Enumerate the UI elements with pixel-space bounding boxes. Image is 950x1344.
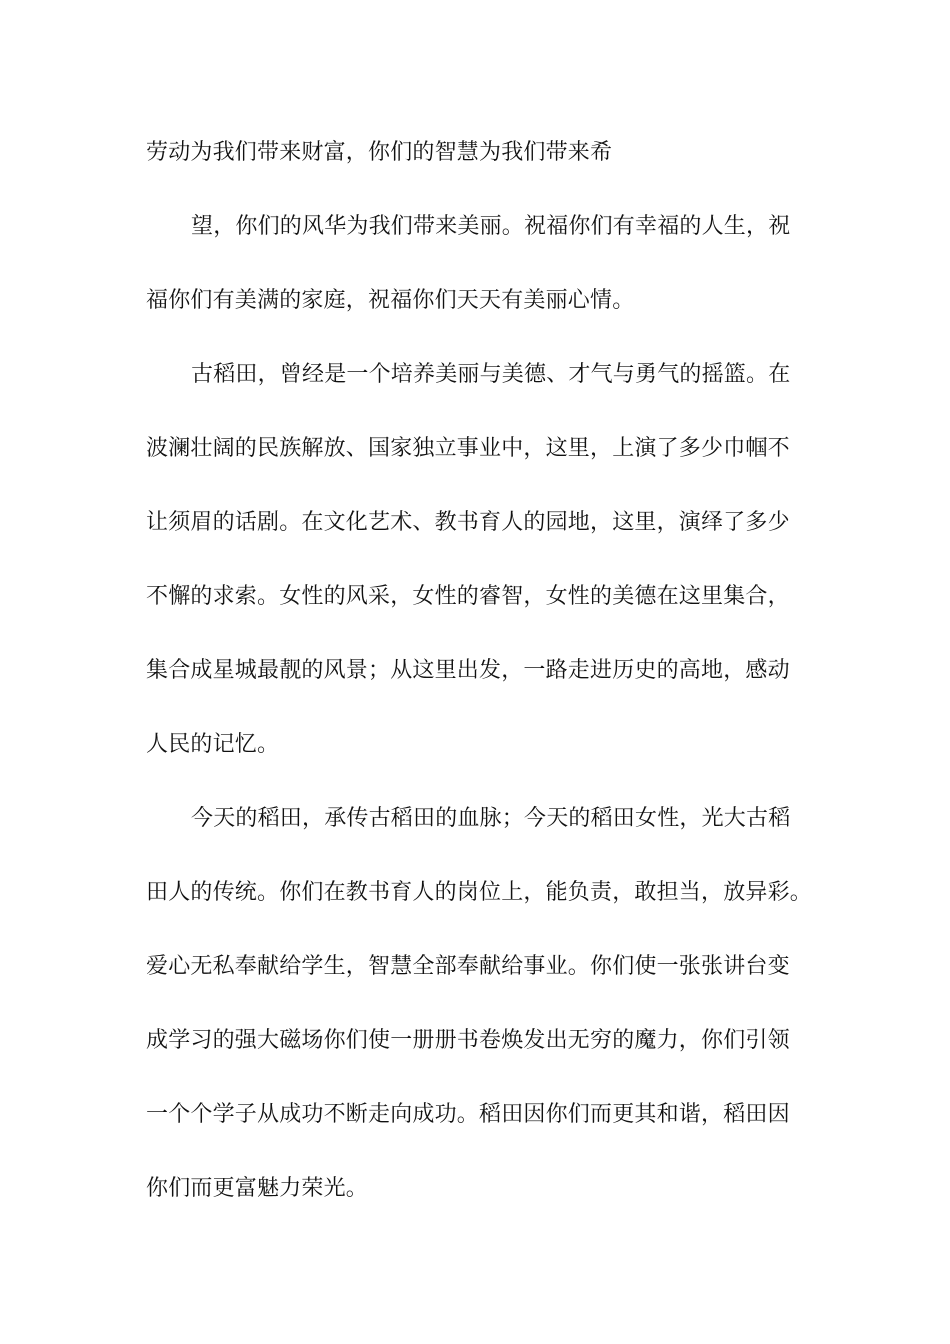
- text-line: 爱心无私奉献给学生，智慧全部奉献给事业。你们使一张张讲台变: [146, 954, 790, 979]
- text-line: 波澜壮阔的民族解放、国家独立事业中，这里，上演了多少巾帼不: [146, 436, 790, 461]
- text-line: 田人的传统。你们在教书育人的岗位上，能负责，敢担当，放异彩。: [146, 880, 813, 905]
- text-line: 人民的记忆。: [146, 732, 280, 757]
- document-body: [146, 133, 826, 1243]
- text-line: 你们而更富魅力荣光。: [146, 1176, 369, 1201]
- paragraph-start-line: 古稻田，曾经是一个培养美丽与美德、才气与勇气的摇篮。在: [191, 362, 791, 387]
- paragraph-start-line: 今天的稻田，承传古稻田的血脉；今天的稻田女性，光大古稻: [191, 806, 791, 831]
- text-line: 集合成星城最靓的风景；从这里出发，一路走进历史的高地，感动: [146, 658, 790, 683]
- text-line: 福你们有美满的家庭，祝福你们天天有美丽心情。: [146, 288, 635, 313]
- text-line: 一个个学子从成功不断走向成功。稻田因你们而更其和谐，稻田因: [146, 1102, 790, 1127]
- text-line: 望，你们的风华为我们带来美丽。祝福你们有幸福的人生，祝: [191, 214, 791, 239]
- text-line: 劳动为我们带来财富，你们的智慧为我们带来希: [146, 140, 613, 165]
- text-line: 不懈的求索。女性的风采，女性的睿智，女性的美德在这里集合，: [146, 584, 790, 609]
- text-line: 成学习的强大磁场你们使一册册书卷焕发出无穷的魔力，你们引领: [146, 1028, 790, 1053]
- text-line: 让须眉的话剧。在文化艺术、教书育人的园地，这里，演绎了多少: [146, 510, 790, 535]
